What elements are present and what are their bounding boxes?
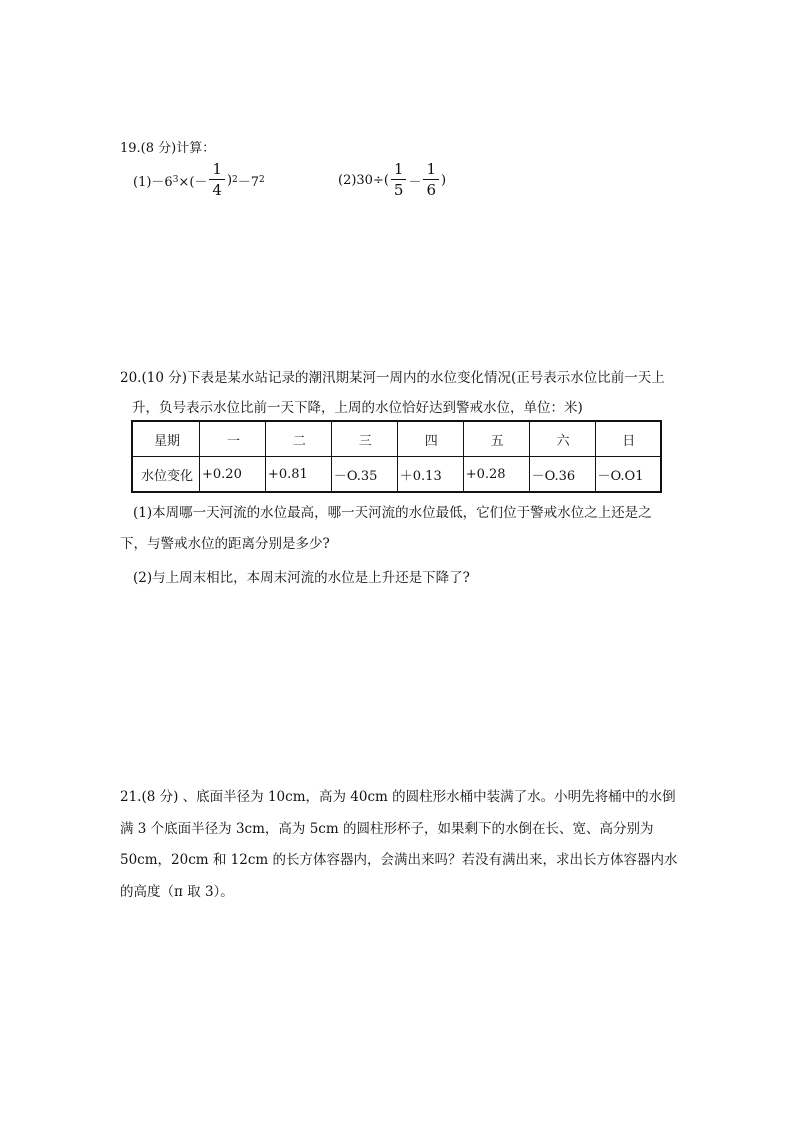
expr2-prefix: (2)30÷( [338, 172, 389, 188]
expr1-exponent-c: 2 [259, 175, 265, 185]
question-20-sub-1-line-1: (1)本周哪一天河流的水位最高，哪一天河流的水位最低，它们位于警戒水位之上还是之 [133, 505, 652, 521]
expr1-times: ×(－ [178, 174, 208, 190]
question-19-title: 19.(8 分)计算： [120, 141, 216, 156]
table-header-cell: 五 [463, 421, 529, 457]
question-20-sub-2: (2)与上周末相比，本周末河流的水位是上升还是下降了? [133, 570, 470, 586]
table-cell: －O.36 [529, 457, 595, 493]
expr1-fraction [209, 162, 225, 198]
expr2-numerator-2: 1 [423, 162, 439, 180]
table-cell: +0.20 [200, 457, 266, 493]
question-19-expression-1 [133, 158, 265, 202]
expr1-numerator: 1 [209, 162, 225, 180]
table-header-cell: 日 [595, 421, 661, 457]
expr1-exponent-a: 3 [172, 175, 179, 185]
expr2-minus: － [408, 174, 422, 190]
table-header-cell: 二 [265, 421, 331, 457]
question-20-sub-1-line-2: 下，与警戒水位的距离分别是多少? [120, 536, 330, 552]
expr2-numerator-1: 1 [391, 162, 407, 180]
table-cell: +0.28 [463, 457, 529, 493]
expr1-close: ) [226, 172, 233, 188]
question-19-expression-2 [338, 158, 446, 202]
table-cell: 水位变化 [132, 457, 200, 493]
table-header-cell: 三 [331, 421, 397, 457]
expr2-fraction-1 [391, 162, 407, 198]
question-20-line-2: 升，负号表示水位比前一天下降，上周的水位恰好达到警戒水位，单位：米) [132, 400, 583, 416]
question-21: 21.(8 分) 、底面半径为 10cm，高为 40cm 的圆柱形水桶中装满了水。小明先将桶中的水倒满 3 个底面半径为 3cm，高为 5cm 的圆柱形杯子，如果剩下的水倒在长、宽、高分别为 50cm，20cm 和 12cm 的长方体容器内，会满出来吗？若没有满出来，求出长方体容器内水的高度（π 取 3）。 [120, 789, 678, 900]
expr2-close: ) [441, 172, 447, 188]
expr2-denominator-2: 6 [426, 181, 437, 199]
expr1-exponent-b: 2 [232, 175, 238, 185]
table-cell: ＋0.13 [397, 457, 463, 493]
table-cell: +0.81 [265, 457, 331, 493]
table-row [132, 457, 661, 493]
expr1-denominator: 4 [212, 181, 222, 199]
table-cell: －O.O1 [595, 457, 661, 493]
table-header-cell: 六 [529, 421, 595, 457]
question-20-line-1: 20.(10 分)下表是某水站记录的潮汛期某河一周内的水位变化情况(正号表示水位比前一天上 [120, 370, 665, 386]
expr1-minus: －7 [237, 174, 260, 190]
table-header-row [132, 421, 661, 457]
expr2-denominator-1: 5 [393, 181, 404, 199]
table-header-cell: 一 [200, 421, 266, 457]
table-header-cell: 星期 [132, 421, 200, 457]
expr2-fraction-2 [423, 162, 439, 198]
expr1-prefix: (1)－6 [133, 174, 173, 190]
water-level-table [131, 420, 662, 493]
table-cell: －O.35 [331, 457, 397, 493]
table-header-cell: 四 [397, 421, 463, 457]
